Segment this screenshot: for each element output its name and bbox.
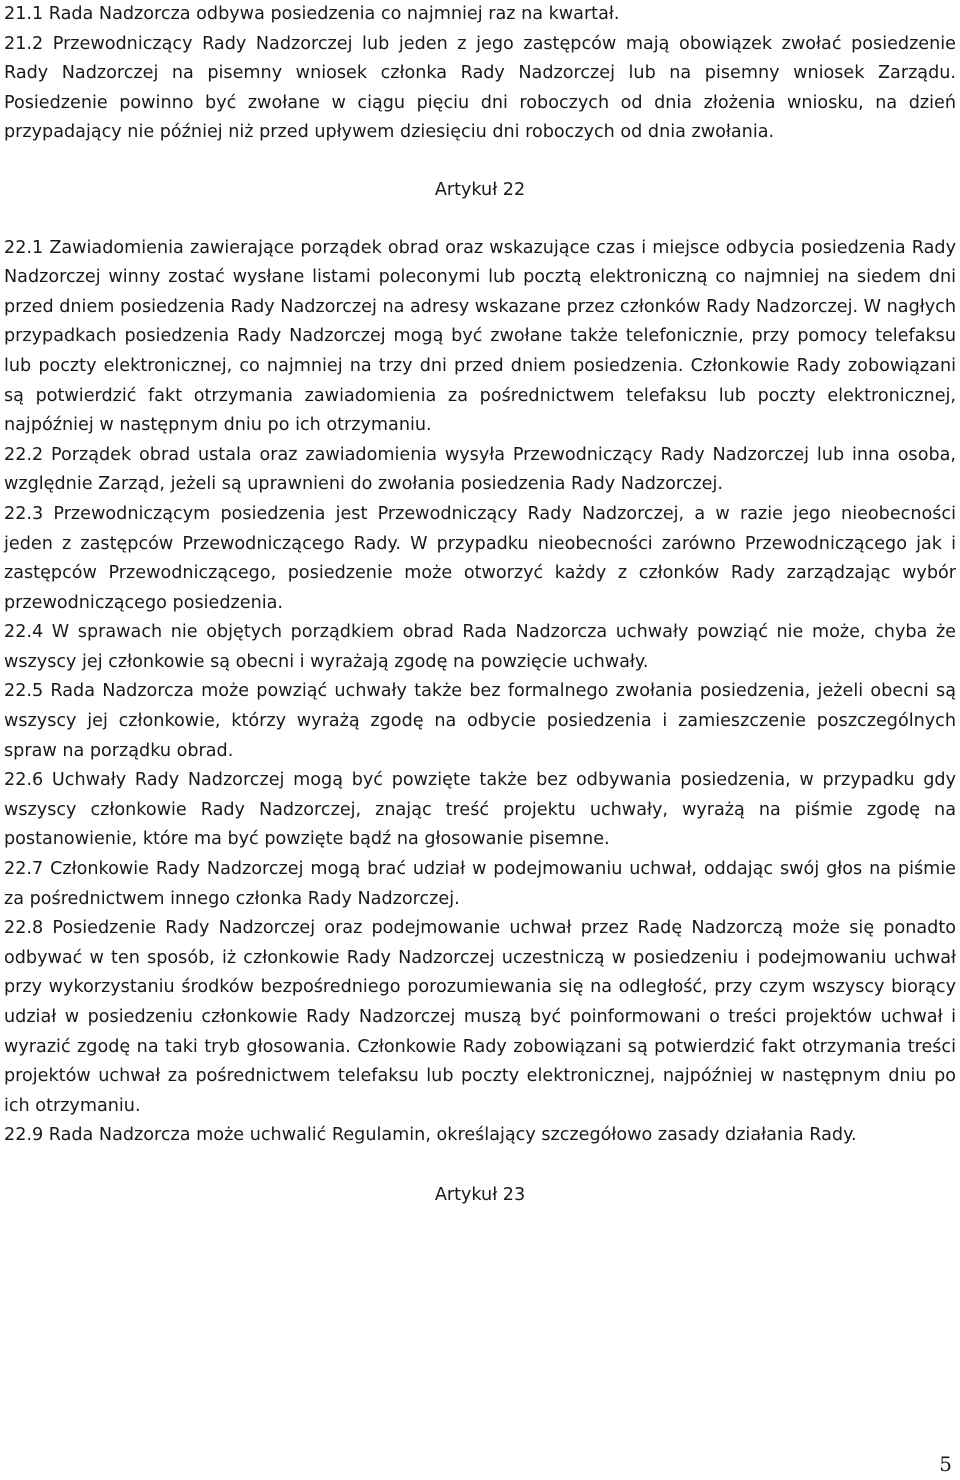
article-22-heading: Artykuł 22: [434, 179, 526, 200]
paragraph-21-1: 21.1 Rada Nadzorcza odbywa posiedzenia co najmniej raz na kwartał.: [4, 4, 620, 24]
paragraph-22-6: 22.6 Uchwały Rady Nadzorczej mogą być powzięte także bez odbywania posiedzenia, w przypadku gdy wszyscy członkowie Rady Nadzorczej, znając treść projektu uchwały, wyrażą na piśmie zgodę na postanowienie, które ma być powzięte bądź na głosowanie pisemne.: [4, 770, 956, 850]
paragraph-22-4: 22.4 W sprawach nie objętych porządkiem obrad Rada Nadzorcza uchwały powziąć nie może, chyba że wszyscy jej członkowie są obecni i wyrażają zgodę na powzięcie uchwały.: [4, 622, 956, 672]
paragraph-22-3: 22.3 Przewodniczącym posiedzenia jest Przewodniczący Rady Nadzorczej, a w razie jego nieobecności jeden z zastępców Przewodniczącego Rady. W przypadku nieobecności zarówno Przewodniczącego jak i zastępców Przewodniczącego, posiedzenie może otworzyć każdy z członków Rady zarządzając wybór przewodniczącego posiedzenia.: [4, 503, 956, 613]
paragraph-22-9: 22.9 Rada Nadzorcza może uchwalić Regulamin, określający szczegółowo zasady działania Rady.: [4, 1125, 857, 1146]
paragraph-22-1: 22.1 Zawiadomienia zawierające porządek obrad oraz wskazujące czas i miejsce odbycia posiedzenia Rady Nadzorczej winny zostać wysłane listami poleconymi lub pocztą elektroniczną co najmniej na siedem dni przed dniem posiedzenia Rady Nadzorczej na adresy wskazane przez członków Rady Nadzorczej. W nagłych przypadkach posiedzenia Rady Nadzorczej mogą być zwołane także telefonicznie, przy pomocy telefaksu lub poczty elektronicznej, co najmniej na trzy dni przed dniem posiedzenia. Członkowie Rady zobowiązani są potwierdzić fakt otrzymania zawiadomienia za pośrednictwem telefaksu lub poczty elektronicznej, najpóźniej w następnym dniu po ich otrzymaniu.: [4, 237, 956, 436]
document-body: [4, 0, 956, 1211]
page-number: 5: [939, 1452, 952, 1476]
paragraph-22-7: 22.7 Członkowie Rady Nadzorczej mogą brać udział w podejmowaniu uchwał, oddając swój głos na piśmie za pośrednictwem innego członka Rady Nadzorczej.: [4, 859, 956, 909]
paragraph-22-5: 22.5 Rada Nadzorcza może powziąć uchwały także bez formalnego zwołania posiedzenia, jeżeli obecni są wszyscy jej członkowie, którzy wyrażą zgodę na odbycie posiedzenia i zamieszczenie poszczególnych spraw na porządku obrad.: [4, 681, 956, 761]
paragraph-22-8: 22.8 Posiedzenie Rady Nadzorczej oraz podejmowanie uchwał przez Radę Nadzorczą może się ponadto odbywać w ten sposób, iż członkowie Rady Nadzorczej uczestniczą w posiedzeniu i podejmowaniu uchwał przy wykorzystaniu środków bezpośredniego porozumiewania się na odległość, przy czym wszyscy biorący udział w posiedzeniu członkowie Rady Nadzorczej muszą być poinformowani o treści projektów uchwał i wyrazić zgodę na taki tryb głosowania. Członkowie Rady zobowiązani są potwierdzić fakt otrzymania treści projektów uchwał za pośrednictwem telefaksu lub poczty elektronicznej, najpóźniej w następnym dniu po ich otrzymaniu.: [4, 918, 956, 1116]
paragraph-21-2: 21.2 Przewodniczący Rady Nadzorczej lub jeden z jego zastępców mają obowiązek zwołać posiedzenie Rady Nadzorczej na pisemny wniosek członka Rady Nadzorczej lub na pisemny wniosek Zarządu. Posiedzenie powinno być zwołane w ciągu pięciu dni roboczych od dnia złożenia wniosku, na dzień przypadający nie później niż przed upływem dziesięciu dni roboczych od dnia zwołania.: [4, 33, 956, 143]
paragraph-22-2: 22.2 Porządek obrad ustala oraz zawiadomienia wysyła Przewodniczący Rady Nadzorczej lub inna osoba, względnie Zarząd, jeżeli są uprawnieni do zwołania posiedzenia Rady Nadzorczej.: [4, 444, 956, 495]
article-23-heading: Artykuł 23: [434, 1184, 526, 1205]
